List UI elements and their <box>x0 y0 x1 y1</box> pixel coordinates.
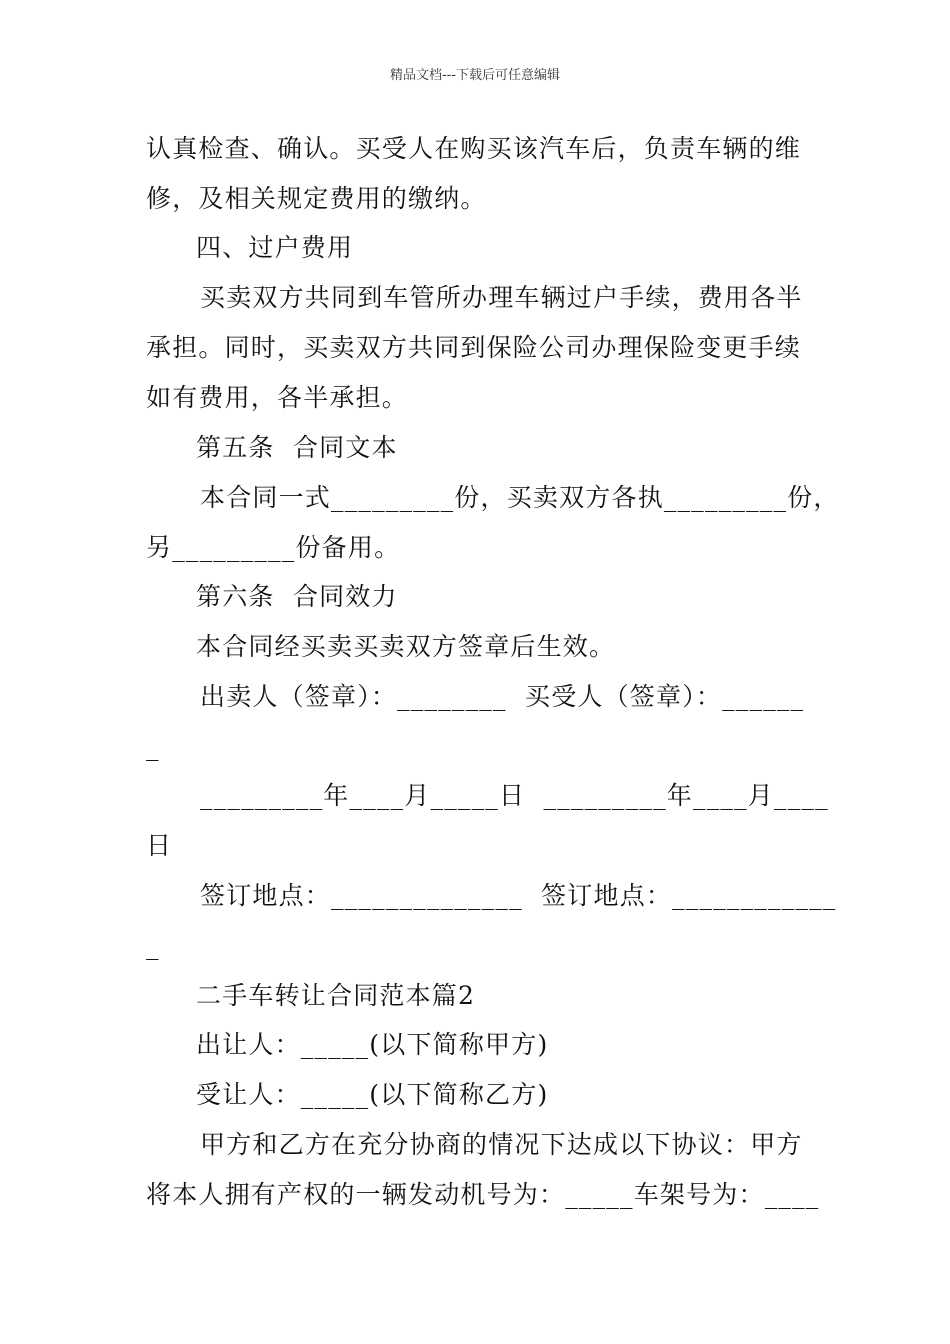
paragraph-line: 本合同一式_________份，买卖双方各执_________份， <box>200 483 840 512</box>
paragraph-line: 本合同经买卖买卖双方签章后生效。 <box>196 632 616 661</box>
date-line: 日 <box>146 831 173 860</box>
paragraph-line: 认真检查、确认。买受人在购买该汽车后，负责车辆的维 <box>146 134 802 163</box>
party-line: 受让人：_____(以下简称乙方) <box>196 1080 549 1109</box>
party-line: 出让人：_____(以下简称甲方) <box>196 1030 549 1059</box>
section-heading: 第五条 合同文本 <box>196 433 398 462</box>
section-heading: 四、过户费用 <box>196 233 354 262</box>
paragraph-line: 买卖双方共同到车管所办理车辆过户手续，费用各半 <box>200 283 803 312</box>
page-header: 精品文档---下载后可任意编辑 <box>389 68 561 83</box>
paragraph-line: 承担。同时，买卖双方共同到保险公司办理保险变更手续 <box>146 333 802 362</box>
document-title: 二手车转让合同范本篇2 <box>196 981 476 1010</box>
paragraph-line: 将本人拥有产权的一辆发动机号为：_____车架号为：____ <box>146 1180 820 1209</box>
signature-line: _ <box>146 732 160 761</box>
section-heading: 第六条 合同效力 <box>196 582 398 611</box>
location-line: 签订地点：______________ 签订地点：____________ <box>200 881 837 910</box>
paragraph-line: 修，及相关规定费用的缴纳。 <box>146 184 487 213</box>
paragraph-line: 甲方和乙方在充分协商的情况下达成以下协议：甲方 <box>200 1130 803 1159</box>
paragraph-line: 如有费用，各半承担。 <box>146 383 409 412</box>
date-line: _________年____月_____日 _________年____月____ <box>200 781 829 810</box>
paragraph-line: 另_________份备用。 <box>146 533 401 562</box>
signature-line: 出卖人（签章）：________ 买受人（签章）：______ <box>200 682 805 711</box>
location-line: _ <box>146 931 160 960</box>
